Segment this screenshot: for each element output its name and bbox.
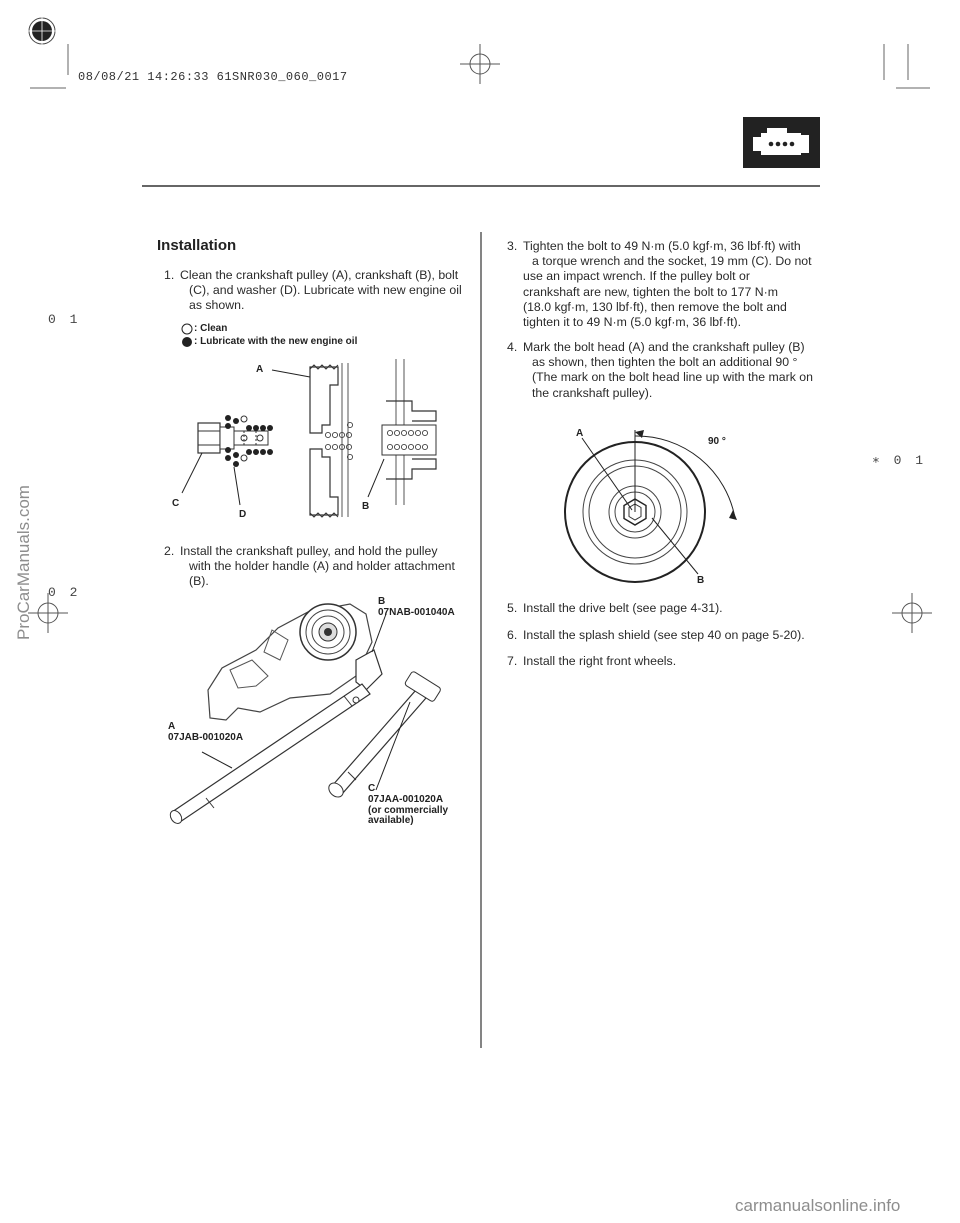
fig2-label-b: B: [378, 596, 386, 607]
step-text: Tighten the bolt to 49 N·m (5.0 kgf·m, 36 lbf·ft) with a torque wrench and the socket, 19 mm (C). Do not use an impact wrench. If the pulley bolt or crankshaft are new, tighten the bolt to 177 N·m (18.0 kgf·m, 130 lbf·ft), then remove the bolt and tighten it to 49 N·m (5.0 kgf·m, 36 lbf·ft).: [523, 239, 812, 330]
margin-code-right: ∗ 0 1: [872, 453, 927, 468]
step-text: Install the drive belt (see page 4-31).: [523, 601, 723, 615]
fig3-label-b: B: [697, 575, 705, 586]
margin-code-left-bottom: 0 2: [48, 585, 81, 600]
step-text: Install the right front wheels.: [523, 654, 677, 668]
step-text: Mark the bolt head (A) and the crankshaft pulley (B) as shown, then tighten the bolt an additional 90 ° (The mark on the bolt head line up with the mark on the crankshaft pulley).: [523, 340, 813, 400]
fig2-label-c: C: [368, 783, 376, 794]
fig1-label-d: D: [239, 509, 247, 520]
step-number: 3.: [507, 239, 518, 253]
watermark: ProCarManuals.com: [14, 485, 33, 640]
step-number: 5.: [507, 601, 518, 615]
fig2-part-b: 07NAB-001040A: [378, 607, 455, 618]
engine-icon: [743, 117, 820, 168]
pulley-mark-illustration: [540, 400, 760, 600]
legend-clean: : Clean: [194, 323, 228, 334]
footer-site-mark: carmanualsonline.info: [735, 1196, 901, 1215]
fig2-part-a: 07JAB-001020A: [168, 732, 244, 743]
fig3-angle: 90 °: [708, 436, 726, 447]
fig1-label-c: C: [172, 498, 180, 509]
step-text: Install the crankshaft pulley, and hold the pulley with the holder handle (A) and holder attachment (B).: [180, 544, 455, 589]
step-text: Clean the crankshaft pulley (A), crankshaft (B), bolt (C), and washer (D). Lubricate with new engine oil as shown.: [180, 268, 462, 313]
fig2-note-c-2: available): [368, 815, 414, 826]
step-number: 2.: [164, 544, 175, 558]
legend-symbols: [181, 322, 195, 348]
fig2-note-c-1: (or commercially: [368, 805, 449, 816]
fig1-label-a: A: [256, 364, 264, 375]
fig2-label-a: A: [168, 721, 176, 732]
print-timestamp: 08/08/21 14:26:33 61SNR030_060_0017: [78, 70, 348, 84]
fig2-part-c: 07JAA-001020A: [368, 794, 444, 805]
step-number: 4.: [507, 340, 518, 354]
step-number: 6.: [507, 628, 518, 642]
fig1-label-b: B: [362, 501, 370, 512]
step-number: 1.: [164, 268, 175, 282]
fig3-label-a: A: [576, 428, 584, 439]
margin-code-left-top: 0 1: [48, 312, 81, 327]
legend-lubricate: : Lubricate with the new engine oil: [194, 336, 358, 347]
step-text: Install the splash shield (see step 40 on page 5-20).: [523, 628, 805, 642]
crankshaft-parts-illustration: [160, 355, 480, 525]
section-title: Installation: [157, 237, 237, 254]
step-number: 7.: [507, 654, 518, 668]
